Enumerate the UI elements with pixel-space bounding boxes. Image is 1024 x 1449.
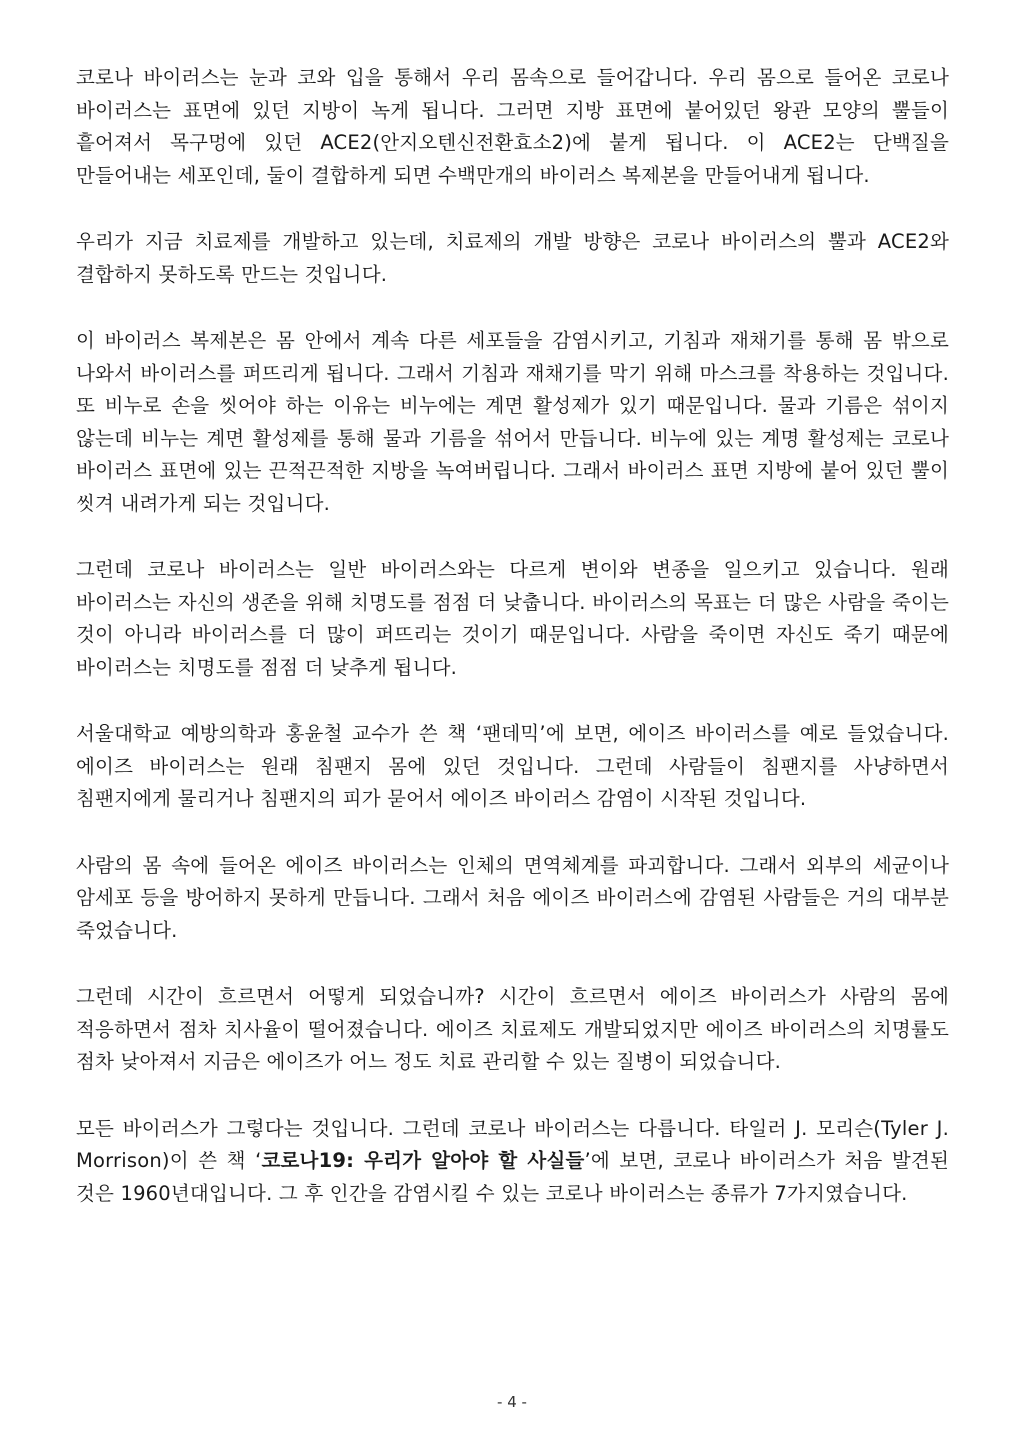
document-body — [76, 62, 949, 1244]
paragraph-8 — [76, 1113, 949, 1211]
paragraph-1: 코로나 바이러스는 눈과 코와 입을 통해서 우리 몸속으로 들어갑니다. 우리 몸으로 들어온 코로나 바이러스는 표면에 있던 지방이 녹게 됩니다. 그러면 지방 표면에 붙어있던 왕관 모양의 뿔들이 흩어져서 목구멍에 있던 ACE2(안지오텐신전환효소2)에 붙게 됩니다. 이 ACE2는 단백질을 만들어내는 세포인데, 둘이 결합하게 되면 수백만개의 바이러스 복제본을 만들어내게 됩니다. — [76, 66, 949, 187]
paragraph-3: 이 바이러스 복제본은 몸 안에서 계속 다른 세포들을 감염시키고, 기침과 재채기를 통해 몸 밖으로 나와서 바이러스를 퍼뜨리게 됩니다. 그래서 기침과 재채기를 막기 위해 마스크를 착용하는 것입니다. 또 비누로 손을 씻어야 하는 이유는 비누에는 계면 활성제가 있기 때문입니다. 물과 기름은 섞이지 않는데 비누는 계면 활성제를 통해 물과 기름을 섞어서 만듭니다. 비누에 있는 계명 활성제는 코로나 바이러스 표면에 있는 끈적끈적한 지방을 녹여버립니다. 그래서 바이러스 표면 지방에 붙어 있던 뿔이 씻겨 내려가게 되는 것입니다. — [76, 329, 949, 515]
paragraph-8-text-before: 모든 바이러스가 그렇다는 것입니다. 그런데 코로나 바이러스는 다릅니다. 타일러 J. 모리슨(Tyler J. Morrison)이 쓴 책 ‘ — [76, 1116, 949, 1172]
paragraph-8-text-after: ’에 보면, 코로나 바이러스가 처음 발견된 것은 1960년대입니다. 그 후 인간을 감염시킬 수 있는 코로나 바이러스는 종류가 7가지였습니다. — [76, 1149, 949, 1205]
book-title-bold: 코로나19: 우리가 알아야 할 사실들 — [261, 1149, 585, 1172]
paragraph-7: 그런데 시간이 흐르면서 어떻게 되었습니까? 시간이 흐르면서 에이즈 바이러스가 사람의 몸에 적응하면서 점차 치사율이 떨어졌습니다. 에이즈 치료제도 개발되었지만 에이즈 바이러스의 치명률도 점차 낮아져서 지금은 에이즈가 어느 정도 치료 관리할 수 있는 질병이 되었습니다. — [76, 985, 949, 1073]
page-number: - 4 - — [497, 1393, 527, 1411]
paragraph-2: 우리가 지금 치료제를 개발하고 있는데, 치료제의 개발 방향은 코로나 바이러스의 뿔과 ACE2와 결합하지 못하도록 만드는 것입니다. — [76, 230, 949, 286]
paragraph-4: 그런데 코로나 바이러스는 일반 바이러스와는 다르게 변이와 변종을 일으키고 있습니다. 원래 바이러스는 자신의 생존을 위해 치명도를 점점 더 낮춥니다. 바이러스의 목표는 더 많은 사람을 죽이는 것이 아니라 바이러스를 더 많이 퍼뜨리는 것이기 때문입니다. 사람을 죽이면 자신도 죽기 때문에 바이러스는 치명도를 점점 더 낮추게 됩니다. — [76, 558, 949, 679]
paragraph-5: 서울대학교 예방의학과 홍윤철 교수가 쓴 책 ‘팬데믹’에 보면, 에이즈 바이러스를 예로 들었습니다. 에이즈 바이러스는 원래 침팬지 몸에 있던 것입니다. 그런데 사람들이 침팬지를 사냥하면서 침팬지에게 물리거나 침팬지의 피가 묻어서 에이즈 바이러스 감염이 시작된 것입니다. — [76, 722, 949, 810]
paragraph-6: 사람의 몸 속에 들어온 에이즈 바이러스는 인체의 면역체계를 파괴합니다. 그래서 외부의 세균이나 암세포 등을 방어하지 못하게 만듭니다. 그래서 처음 에이즈 바이러스에 감염된 사람들은 거의 대부분 죽었습니다. — [76, 853, 949, 942]
